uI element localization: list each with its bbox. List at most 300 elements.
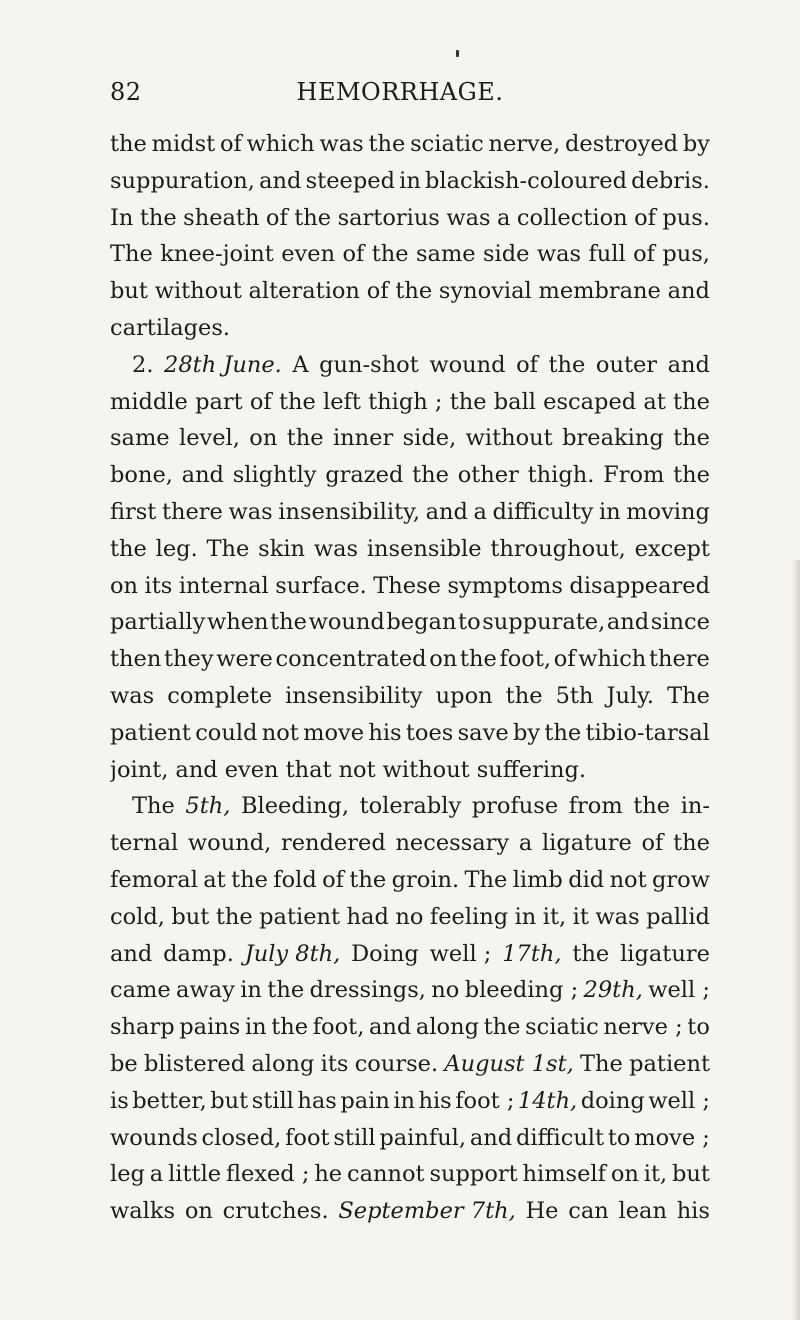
word: the	[483, 1014, 521, 1041]
word: was	[110, 682, 155, 709]
word: synovial	[438, 278, 532, 305]
word: the	[548, 351, 586, 378]
word: of	[219, 131, 242, 157]
word: not	[609, 866, 647, 893]
body-text	[110, 126, 710, 1230]
word: inner	[332, 425, 394, 452]
word: damp.	[163, 940, 234, 967]
word: wounds	[110, 1124, 198, 1151]
word: even	[281, 241, 336, 268]
word: throughout,	[490, 535, 626, 562]
word: wound	[308, 609, 385, 636]
word: had	[346, 903, 389, 930]
word: without	[154, 278, 242, 305]
word: level,	[179, 425, 240, 452]
italic-word: 28th June.	[164, 351, 282, 378]
word: profuse	[471, 793, 559, 820]
word: on	[429, 646, 458, 673]
word: and	[368, 1014, 412, 1041]
word: without	[382, 756, 470, 783]
word: wound	[429, 351, 506, 378]
word: and	[259, 167, 302, 194]
word: was	[446, 204, 491, 231]
word: but	[672, 1161, 710, 1188]
word: move ;	[634, 1124, 710, 1151]
text-line	[110, 862, 710, 899]
word: from	[568, 793, 623, 820]
word: nerve,	[488, 131, 561, 157]
italic-word: July 8th,	[244, 940, 341, 967]
word: on	[184, 1198, 213, 1225]
word: upon	[435, 682, 493, 709]
word: foot,	[312, 1014, 365, 1041]
word: walks	[110, 1198, 176, 1225]
word: and	[110, 940, 153, 967]
word: pains	[179, 1014, 241, 1041]
word: grow	[652, 866, 710, 893]
word: not	[338, 756, 376, 783]
word: the	[215, 903, 253, 930]
word: in	[244, 1014, 267, 1041]
word: slightly	[232, 462, 317, 489]
word: 5th	[555, 682, 594, 709]
word: 2.	[132, 351, 154, 378]
word: leg.	[155, 535, 198, 562]
word: at	[203, 866, 226, 893]
word: of	[366, 278, 389, 305]
word: his	[418, 1087, 452, 1114]
word: the	[673, 462, 710, 489]
word: middle	[110, 388, 188, 415]
word: partially	[110, 609, 206, 636]
word: dressings,	[309, 977, 426, 1004]
word: thigh ;	[368, 388, 443, 415]
word: breaking	[562, 425, 664, 452]
word: tibio-tarsal	[585, 719, 710, 746]
word: ternal	[110, 830, 179, 857]
word: when	[206, 609, 269, 636]
text-line	[110, 1083, 710, 1120]
word: the	[110, 131, 147, 157]
text-line	[110, 752, 710, 789]
word: sciatic	[410, 131, 484, 157]
word: fold	[273, 866, 317, 893]
italic-word: 29th,	[583, 977, 643, 1004]
word: but	[210, 1087, 249, 1114]
word: was	[595, 903, 640, 930]
word: in	[598, 498, 621, 525]
word: the	[368, 131, 406, 157]
text-line	[110, 163, 710, 200]
word: The	[580, 1050, 623, 1077]
word: alteration	[248, 278, 360, 305]
word: internal	[178, 572, 269, 599]
word: the	[371, 241, 409, 268]
word: The	[110, 241, 153, 268]
word: the	[673, 388, 710, 415]
word: on	[610, 1161, 639, 1188]
word: pus.	[662, 204, 710, 231]
word: closed,	[201, 1124, 282, 1151]
text-line	[110, 236, 710, 273]
word: has	[297, 1087, 337, 1114]
word: which	[578, 646, 647, 673]
word: at	[643, 388, 666, 415]
word: even	[224, 756, 279, 783]
word: and	[425, 498, 468, 525]
word: of	[641, 830, 664, 857]
word: blistered	[143, 1050, 246, 1077]
word: the	[633, 793, 671, 820]
word: in	[393, 1087, 415, 1114]
word: a	[497, 204, 511, 231]
italic-word: 5th,	[185, 793, 231, 820]
word: These	[373, 572, 441, 599]
word: foot	[285, 1124, 330, 1151]
text-line	[110, 494, 710, 531]
word: patient	[629, 1050, 710, 1077]
word: leg	[110, 1161, 145, 1188]
word: difficulty	[492, 498, 594, 525]
word: The	[206, 535, 250, 562]
word: destroyed	[565, 131, 679, 157]
italic-word: 17th,	[502, 940, 562, 967]
word: in-	[680, 793, 710, 820]
word: necessary	[395, 830, 510, 857]
word: but	[171, 903, 210, 930]
word: same	[415, 241, 476, 268]
text-line	[110, 568, 710, 605]
page-edge-shadow	[792, 560, 800, 1320]
word: symptoms	[447, 572, 563, 599]
word: in	[399, 167, 421, 194]
word: that	[285, 756, 332, 783]
word: course.	[354, 1050, 439, 1077]
text-line	[110, 678, 710, 715]
running-title: HEMORRHAGE.	[296, 78, 504, 106]
word: He	[525, 1198, 559, 1225]
word: side	[483, 241, 530, 268]
word: part	[195, 388, 243, 415]
word: not	[261, 719, 299, 746]
word: by	[682, 131, 710, 157]
word: ball	[493, 388, 536, 415]
word: same	[110, 425, 170, 452]
word: of	[633, 241, 655, 268]
word: of	[249, 388, 272, 415]
text-line	[110, 1156, 710, 1193]
word: along	[251, 1050, 315, 1077]
word: his	[676, 1198, 710, 1225]
word: himself	[522, 1161, 606, 1188]
word: on	[110, 572, 139, 599]
word: From	[603, 462, 665, 489]
word: by	[512, 719, 541, 746]
word: suppuration,	[110, 167, 255, 194]
word: there	[648, 646, 710, 673]
text-line	[110, 457, 710, 494]
word: debris.	[631, 167, 710, 194]
word: well ;	[429, 940, 492, 967]
word: better,	[132, 1087, 207, 1114]
word: flexed ;	[225, 1161, 310, 1188]
word: then	[110, 646, 162, 673]
text-line	[110, 347, 710, 384]
word: they	[164, 646, 214, 673]
word: difficult	[515, 1124, 605, 1151]
word: the	[278, 388, 316, 415]
word: in	[240, 977, 262, 1004]
word: is	[110, 1087, 129, 1114]
word: July.	[606, 682, 655, 709]
word: joint,	[110, 756, 169, 783]
word: Bleeding,	[240, 793, 349, 820]
word: and	[606, 609, 650, 636]
word: collection	[516, 204, 628, 231]
text-line	[110, 1009, 710, 1046]
word: sciatic	[525, 1014, 599, 1041]
word: toes	[405, 719, 454, 746]
word: outer	[595, 351, 658, 378]
word: the	[673, 425, 710, 452]
word: were	[216, 646, 273, 673]
word: along	[415, 1014, 479, 1041]
word: the	[459, 646, 497, 673]
word: surface.	[275, 572, 367, 599]
word: grazed	[325, 462, 404, 489]
word: and	[181, 462, 224, 489]
word: patient	[259, 903, 341, 930]
word: to	[687, 1014, 710, 1041]
word: side,	[402, 425, 457, 452]
word: which	[246, 131, 315, 157]
text-line	[110, 1046, 710, 1083]
word: to	[607, 1124, 631, 1151]
word: escaped	[543, 388, 637, 415]
word: no	[431, 977, 460, 1004]
italic-word: September 7th,	[338, 1198, 516, 1225]
word: on	[249, 425, 278, 452]
text-line	[110, 1120, 710, 1157]
word: his	[368, 719, 402, 746]
text-line	[110, 310, 710, 347]
word: the	[231, 866, 268, 893]
word: the	[110, 535, 147, 562]
text-line	[110, 972, 710, 1009]
word: still	[333, 1124, 376, 1151]
word: The	[132, 793, 175, 820]
text-line	[110, 200, 710, 237]
word: cold,	[110, 903, 165, 930]
text-line	[110, 825, 710, 862]
word: a	[473, 498, 487, 525]
word: support	[429, 1161, 518, 1188]
word: steeped	[305, 167, 395, 194]
word: in	[514, 903, 537, 930]
word: the	[139, 204, 177, 231]
word: Doing	[351, 940, 419, 967]
word: first	[110, 498, 157, 525]
word: be	[110, 1050, 138, 1077]
word: insensibility,	[278, 498, 420, 525]
word: suppurate,	[482, 609, 606, 636]
word: of	[553, 646, 576, 673]
word: patient	[110, 719, 191, 746]
word: skin	[258, 535, 306, 562]
word: sharp	[110, 1014, 175, 1041]
text-line	[110, 715, 710, 752]
word: cannot	[347, 1161, 425, 1188]
word: well ;	[648, 977, 710, 1004]
word: femoral	[110, 866, 198, 893]
word: pallid	[646, 903, 710, 930]
word: without	[465, 425, 553, 452]
italic-word: August 1st,	[444, 1050, 574, 1077]
word: bleeding ;	[464, 977, 579, 1004]
word: a	[518, 830, 533, 857]
text-line	[110, 531, 710, 568]
word: the	[294, 204, 332, 231]
word: of	[342, 241, 365, 268]
word: The	[667, 682, 710, 709]
word: it,	[643, 1161, 668, 1188]
text-line	[110, 936, 710, 973]
word: except	[634, 535, 710, 562]
word: In	[110, 204, 134, 231]
text-line	[110, 420, 710, 457]
word: sheath	[183, 204, 260, 231]
word: was	[536, 241, 582, 268]
word: was	[319, 131, 364, 157]
word: well ;	[648, 1087, 710, 1114]
text-line	[110, 788, 710, 825]
word: the	[270, 609, 307, 636]
word: was	[313, 535, 359, 562]
word: midst	[151, 131, 216, 157]
word: there	[161, 498, 223, 525]
word: little	[168, 1161, 222, 1188]
word: doing	[580, 1087, 645, 1114]
word: complete	[167, 682, 273, 709]
word: a	[149, 1161, 164, 1188]
running-head	[110, 78, 690, 112]
ink-speck	[456, 50, 459, 57]
word: he	[314, 1161, 343, 1188]
word: of	[265, 204, 288, 231]
text-line	[110, 384, 710, 421]
word: bone,	[110, 462, 173, 489]
word: but	[110, 278, 148, 305]
word: knee-joint	[160, 241, 274, 268]
word: crutches.	[222, 1198, 329, 1225]
word: moving	[626, 498, 710, 525]
word: ligature	[620, 940, 710, 967]
page-number: 82	[110, 78, 142, 106]
word: rendered	[280, 830, 386, 857]
text-line	[110, 1193, 710, 1230]
word: foot,	[499, 646, 552, 673]
text-line	[110, 899, 710, 936]
word: began	[386, 609, 457, 636]
word: of	[516, 351, 538, 378]
word: the	[544, 719, 582, 746]
word: move	[303, 719, 365, 746]
word: lean	[618, 1198, 667, 1225]
word: groin.	[391, 866, 460, 893]
word: The	[464, 866, 508, 893]
word: it	[572, 903, 589, 930]
word: nerve ;	[603, 1014, 683, 1041]
word: the	[505, 682, 543, 709]
word: can	[568, 1198, 609, 1225]
word: and	[667, 278, 710, 305]
word: cartilages.	[110, 314, 231, 341]
word: of	[634, 204, 656, 231]
word: wound,	[187, 830, 272, 857]
word: feeling	[429, 903, 509, 930]
word: disappeared	[569, 572, 710, 599]
word: the	[271, 1014, 309, 1041]
word: its	[144, 572, 173, 599]
word: ligature	[541, 830, 632, 857]
word: came	[110, 977, 171, 1004]
italic-word: 14th,	[517, 1087, 578, 1114]
word: of	[322, 866, 345, 893]
word: no	[395, 903, 424, 930]
word: pain	[340, 1087, 390, 1114]
word: to	[458, 609, 481, 636]
word: and	[175, 756, 218, 783]
word: membrane	[538, 278, 661, 305]
word: gun-shot	[319, 351, 419, 378]
word: the	[349, 866, 387, 893]
word: A	[292, 351, 309, 378]
word: the	[267, 977, 305, 1004]
word: was	[228, 498, 273, 525]
word: thigh.	[527, 462, 595, 489]
word: the	[449, 388, 487, 415]
word: and	[469, 1124, 513, 1151]
word: foot ;	[455, 1087, 515, 1114]
word: pus,	[662, 241, 710, 268]
word: full	[588, 241, 626, 268]
text-line	[110, 126, 710, 163]
word: still	[251, 1087, 294, 1114]
word: other	[457, 462, 519, 489]
word: save	[457, 719, 509, 746]
word: away	[176, 977, 235, 1004]
word: insensibility	[285, 682, 423, 709]
word: sartorius	[337, 204, 440, 231]
text-line	[110, 604, 710, 641]
word: its	[320, 1050, 349, 1077]
word: could	[195, 719, 258, 746]
word: blackish-coloured	[425, 167, 627, 194]
word: the	[412, 462, 449, 489]
word: and	[667, 351, 710, 378]
word: did	[568, 866, 605, 893]
word: limb	[512, 866, 563, 893]
word: the	[395, 278, 433, 305]
word: suffering.	[476, 756, 587, 783]
word: insensible	[366, 535, 482, 562]
word: painful,	[379, 1124, 467, 1151]
text-line	[110, 273, 710, 310]
word: tolerably	[359, 793, 462, 820]
word: the	[673, 830, 710, 857]
word: the	[286, 425, 324, 452]
word: the	[572, 940, 610, 967]
